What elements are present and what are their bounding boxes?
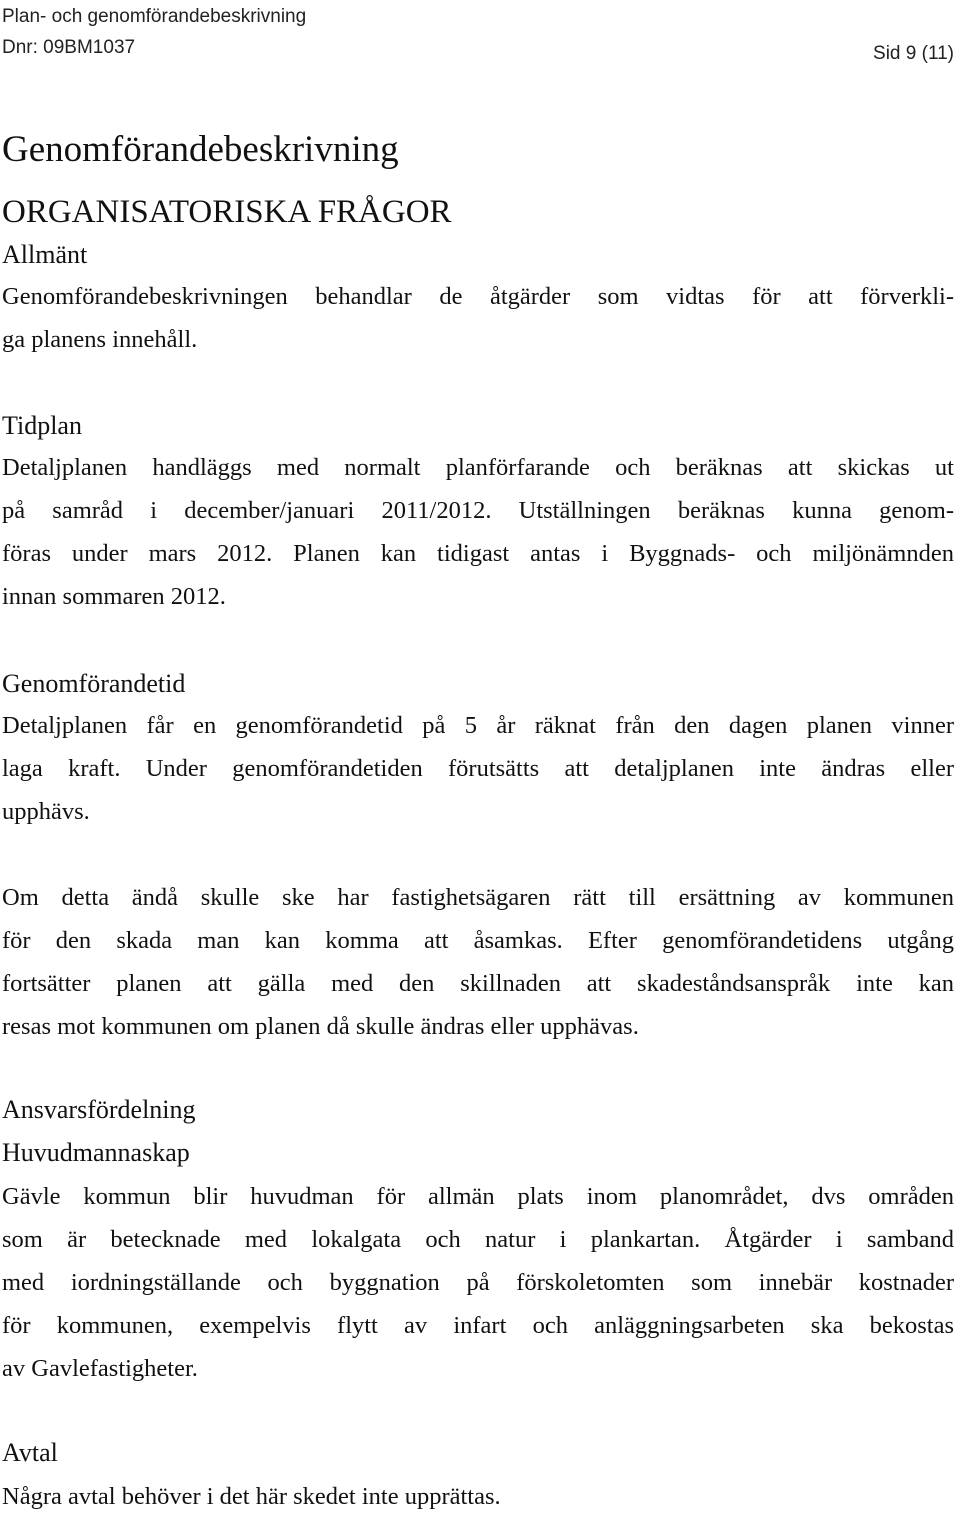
paragraph-allmant (2, 275, 954, 361)
page-number: Sid 9 (11) (873, 43, 954, 64)
heading-avtal: Avtal (2, 1438, 58, 1467)
paragraph-tidplan (2, 446, 954, 618)
text-line: Om detta ändå skulle ske har fastighetsägaren rätt till ersättning av kommunen (2, 884, 954, 911)
text-line: av Gavlefastigheter. (2, 1355, 198, 1382)
text-line: laga kraft. Under genomförandetiden förutsätts att detaljplanen inte ändras eller (2, 755, 954, 782)
heading-huvudmannaskap: Huvudmannaskap (2, 1138, 190, 1167)
text-line: på samråd i december/januari 2011/2012. Utställningen beräknas kunna genom- (2, 497, 954, 524)
document-title: Genomförandebeskrivning (2, 129, 399, 170)
section-title: ORGANISATORISKA FRÅGOR (2, 194, 452, 230)
text-line: som är betecknade med lokalgata och natur i plankartan. Åtgärder i samband (2, 1226, 954, 1253)
paragraph-genomforandetid-2 (2, 876, 954, 1048)
text-line: Gävle kommun blir huvudman för allmän plats inom planområdet, dvs områden (2, 1183, 954, 1210)
heading-ansvarsfordelning: Ansvarsfördelning (2, 1095, 196, 1124)
text-line: Några avtal behöver i det här skedet inte upprättas. (2, 1483, 501, 1510)
paragraph-genomforandetid-1 (2, 704, 954, 833)
text-line: Detaljplanen får en genomförandetid på 5 år räknat från den dagen planen vinner (2, 712, 954, 739)
paragraph-huvudmannaskap (2, 1175, 954, 1390)
text-line: för den skada man kan komma att åsamkas. Efter genomförandetidens utgång (2, 927, 954, 954)
heading-genomforandetid: Genomförandetid (2, 669, 186, 698)
text-line: resas mot kommunen om planen då skulle ändras eller upphävas. (2, 1013, 639, 1040)
text-line: Detaljplanen handläggs med normalt planförfarande och beräknas att skickas ut (2, 454, 954, 481)
text-line: upphävs. (2, 798, 90, 825)
text-line: innan sommaren 2012. (2, 583, 226, 610)
text-line: med iordningställande och byggnation på förskoletomten som innebär kostnader (2, 1269, 954, 1296)
heading-allmant: Allmänt (2, 240, 88, 269)
text-line: fortsätter planen att gälla med den skillnaden att skadeståndsanspråk inte kan (2, 970, 954, 997)
heading-tidplan: Tidplan (2, 411, 82, 440)
text-line: föras under mars 2012. Planen kan tidigast antas i Byggnads- och miljönämnden (2, 540, 954, 567)
text-line: ga planens innehåll. (2, 326, 198, 353)
paragraph-avtal (2, 1475, 954, 1518)
text-line: Genomförandebeskrivningen behandlar de åtgärder som vidtas för att förverkli- (2, 283, 954, 310)
text-line: för kommunen, exempelvis flytt av infart och anläggningsarbeten ska bekostas (2, 1312, 954, 1339)
header-diary-number: Dnr: 09BM1037 (2, 37, 136, 58)
header-document-type: Plan- och genomförandebeskrivning (2, 6, 307, 27)
